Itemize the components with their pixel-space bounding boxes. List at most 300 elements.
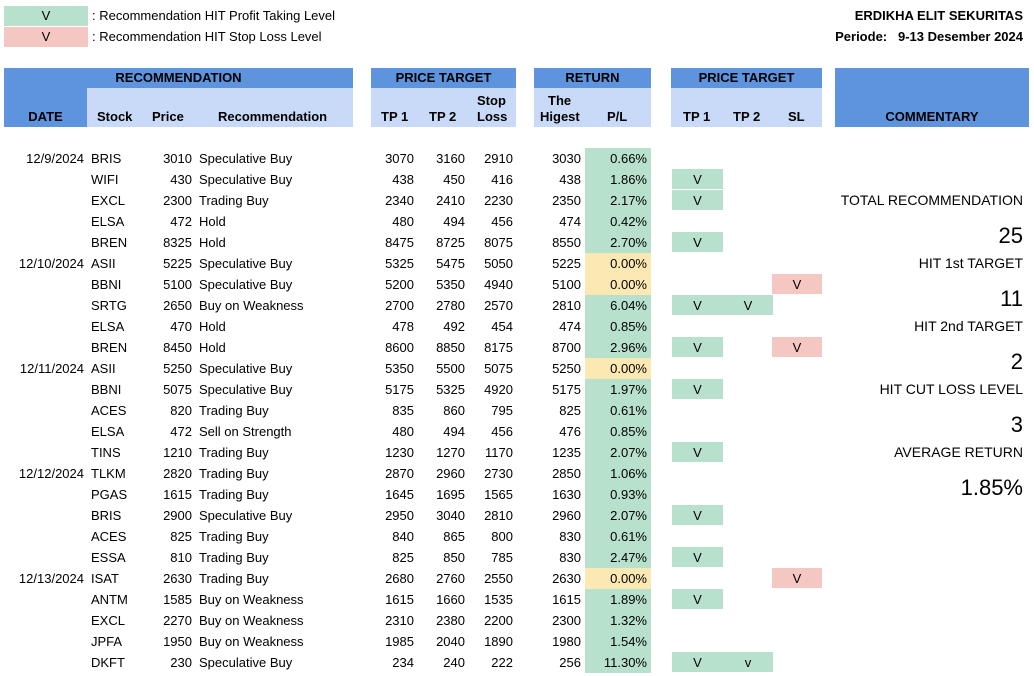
- date-cell: [4, 316, 84, 337]
- tp2-cell: 3040: [436, 508, 465, 523]
- tp2-cell: 3160: [436, 151, 465, 166]
- recommendation-cell: Speculative Buy: [199, 172, 293, 187]
- date-cell: [4, 442, 84, 463]
- hit-tp1-cell: [672, 211, 723, 232]
- recommendation-cell: Trading Buy: [199, 466, 269, 481]
- tp1-cell: 480: [392, 214, 414, 229]
- stop-loss-cell: 1565: [484, 487, 513, 502]
- tp1-cell: 2310: [385, 613, 414, 628]
- date-cell: [4, 211, 84, 232]
- date-cell: [4, 484, 84, 505]
- pl-cell: 0.42%: [585, 211, 651, 232]
- pl-cell: 2.07%: [585, 442, 651, 463]
- hit-sl-cell: [772, 358, 822, 379]
- recommendation-cell: Sell on Strength: [199, 424, 292, 439]
- tp1-cell: 438: [392, 172, 414, 187]
- stop-loss-cell: 222: [491, 655, 513, 670]
- pl-cell: 0.00%: [585, 568, 651, 589]
- date-cell: [4, 379, 84, 400]
- tp1-cell: 2870: [385, 466, 414, 481]
- tp2-cell: 5475: [436, 256, 465, 271]
- header-price: Price: [152, 109, 184, 124]
- highest-cell: 5250: [552, 361, 581, 376]
- pl-cell: 0.85%: [585, 421, 651, 442]
- stop-loss-cell: 5050: [484, 256, 513, 271]
- stop-loss-cell: 5075: [484, 361, 513, 376]
- stock-cell: ACES: [91, 529, 127, 544]
- hit-tp1-cell: V: [672, 442, 723, 462]
- tp2-cell: 5350: [436, 277, 465, 292]
- hit-sl-cell: [772, 211, 822, 232]
- header-highest-line1: The: [548, 93, 572, 108]
- stock-cell: BBNI: [91, 277, 122, 292]
- subheader-price-target-hit: [671, 88, 822, 127]
- tp2-cell: 1270: [436, 445, 465, 460]
- highest-cell: 1615: [552, 592, 581, 607]
- stop-loss-cell: 454: [491, 319, 513, 334]
- pl-cell: 0.61%: [585, 400, 651, 421]
- stop-loss-cell: 2810: [484, 508, 513, 523]
- highest-cell: 2300: [552, 613, 581, 628]
- hit-tp1-cell: [672, 148, 723, 169]
- tp2-cell: 5325: [436, 382, 465, 397]
- hit-sl-cell: V: [772, 568, 822, 588]
- pl-cell: 0.00%: [585, 358, 651, 379]
- highest-cell: 8550: [552, 235, 581, 250]
- recommendation-cell: Hold: [199, 319, 226, 334]
- recommendation-cell: Buy on Weakness: [199, 298, 304, 313]
- recommendation-cell: Speculative Buy: [199, 508, 293, 523]
- hit-tp2-cell: [723, 589, 773, 610]
- pl-cell: 1.89%: [585, 589, 651, 610]
- header-stop-loss-line1: Stop: [477, 93, 506, 108]
- header-commentary-top: [835, 68, 1029, 88]
- pl-cell: 1.97%: [585, 379, 651, 400]
- stock-cell: BREN: [91, 235, 128, 250]
- hit-tp2-cell: [723, 190, 773, 211]
- date-cell: [4, 169, 84, 190]
- pl-cell: 11.30%: [585, 652, 651, 673]
- stock-cell: ELSA: [91, 214, 125, 229]
- stock-cell: EXCL: [91, 193, 125, 208]
- stop-loss-cell: 2200: [484, 613, 513, 628]
- price-cell: 2300: [163, 193, 192, 208]
- stock-cell: ELSA: [91, 424, 125, 439]
- tp2-cell: 860: [443, 403, 465, 418]
- tp2-cell: 450: [443, 172, 465, 187]
- recommendation-cell: Speculative Buy: [199, 277, 293, 292]
- pl-cell: 6.04%: [585, 295, 651, 316]
- hit-tp1-cell: V: [672, 505, 723, 525]
- hit-tp1-cell: [672, 610, 723, 631]
- tp1-cell: 5200: [385, 277, 414, 292]
- price-cell: 820: [170, 403, 192, 418]
- highest-cell: 3030: [552, 151, 581, 166]
- price-cell: 8325: [163, 235, 192, 250]
- highest-cell: 5225: [552, 256, 581, 271]
- price-cell: 825: [170, 529, 192, 544]
- tp2-cell: 2760: [436, 571, 465, 586]
- date-cell: [4, 190, 84, 211]
- header-recommendation: RECOMMENDATION: [4, 68, 353, 88]
- stock-cell: ESSA: [91, 550, 126, 565]
- tp2-cell: 1660: [436, 592, 465, 607]
- hit-tp2-cell: [723, 232, 773, 253]
- hit-tp1-cell: V: [672, 295, 723, 315]
- header-price-target-hit: PRICE TARGET: [671, 68, 822, 88]
- recommendation-cell: Hold: [199, 214, 226, 229]
- price-cell: 472: [170, 214, 192, 229]
- stop-loss-cell: 456: [491, 424, 513, 439]
- highest-cell: 8700: [552, 340, 581, 355]
- hit-2nd-target-value: 2: [1010, 349, 1023, 374]
- hit-tp2-cell: [723, 316, 773, 337]
- recommendation-cell: Buy on Weakness: [199, 592, 304, 607]
- hit-sl-cell: [772, 169, 822, 190]
- tp1-cell: 478: [392, 319, 414, 334]
- tp2-cell: 492: [443, 319, 465, 334]
- header-date-label: DATE: [28, 109, 63, 124]
- pl-cell: 0.00%: [585, 253, 651, 274]
- highest-cell: 5100: [552, 277, 581, 292]
- stop-loss-cell: 416: [491, 172, 513, 187]
- hit-sl-cell: [772, 631, 822, 652]
- date-cell: [4, 526, 84, 547]
- pl-cell: 1.86%: [585, 169, 651, 190]
- pl-cell: 1.06%: [585, 463, 651, 484]
- total-recommendation-value: 25: [998, 223, 1023, 248]
- pl-cell: 0.61%: [585, 526, 651, 547]
- header-recommendation-col: Recommendation: [218, 109, 328, 124]
- hit-2nd-target-label: HIT 2nd TARGET: [914, 318, 1023, 334]
- hit-tp1-cell: [672, 484, 723, 505]
- date-cell: 12/10/2024: [18, 256, 84, 271]
- stop-loss-cell: 2910: [484, 151, 513, 166]
- hit-tp1-cell: [672, 316, 723, 337]
- hit-sl-cell: [772, 316, 822, 337]
- subheader-price-target: [371, 88, 516, 127]
- hit-sl-cell: [772, 652, 822, 673]
- date-cell: [4, 295, 84, 316]
- hit-sl-cell: V: [772, 274, 822, 294]
- legend-profit-swatch: V: [4, 6, 88, 26]
- header-stock: Stock: [97, 109, 133, 124]
- header-return: RETURN: [534, 68, 651, 88]
- hit-tp1-cell: V: [672, 547, 723, 567]
- tp1-cell: 825: [392, 550, 414, 565]
- hit-sl-cell: [772, 589, 822, 610]
- recommendation-cell: Trading Buy: [199, 550, 269, 565]
- price-cell: 430: [170, 172, 192, 187]
- pl-cell: 1.54%: [585, 631, 651, 652]
- header-tp1: TP 1: [381, 109, 409, 124]
- hit-tp2-cell: [723, 463, 773, 484]
- stock-cell: ACES: [91, 403, 127, 418]
- highest-cell: 474: [559, 319, 581, 334]
- header-date: [4, 88, 87, 127]
- hit-tp1-cell: [672, 421, 723, 442]
- price-cell: 2900: [163, 508, 192, 523]
- tp2-cell: 2410: [436, 193, 465, 208]
- company-name: ERDIKHA ELIT SEKURITAS: [854, 8, 1023, 23]
- date-cell: [4, 337, 84, 358]
- hit-tp1-cell: V: [672, 589, 723, 609]
- hit-tp2-cell: [723, 400, 773, 421]
- tp2-cell: 8850: [436, 340, 465, 355]
- total-recommendation-label: TOTAL RECOMMENDATION: [840, 192, 1023, 208]
- subheader-recommendation: [87, 88, 353, 127]
- pl-cell: 0.00%: [585, 274, 651, 295]
- hit-tp2-cell: [723, 148, 773, 169]
- recommendation-cell: Trading Buy: [199, 529, 269, 544]
- pl-cell: 0.66%: [585, 148, 651, 169]
- tp1-cell: 5350: [385, 361, 414, 376]
- recommendation-cell: Buy on Weakness: [199, 634, 304, 649]
- date-cell: [4, 589, 84, 610]
- header-stop-loss-line2: Loss: [477, 109, 508, 124]
- tp1-cell: 8475: [385, 235, 414, 250]
- header-pl: P/L: [607, 109, 628, 124]
- pl-cell: 2.07%: [585, 505, 651, 526]
- date-cell: [4, 547, 84, 568]
- recommendation-cell: Speculative Buy: [199, 655, 293, 670]
- stop-loss-cell: 1170: [485, 445, 513, 460]
- stock-cell: EXCL: [91, 613, 125, 628]
- stop-loss-cell: 1535: [484, 592, 513, 607]
- tp1-cell: 1615: [385, 592, 414, 607]
- hit-sl-cell: [772, 190, 822, 211]
- highest-cell: 476: [559, 424, 581, 439]
- hit-tp1-cell: [672, 400, 723, 421]
- date-cell: [4, 652, 84, 673]
- pl-cell: 2.47%: [585, 547, 651, 568]
- tp1-cell: 5175: [385, 382, 414, 397]
- tp1-cell: 2340: [385, 193, 414, 208]
- hit-tp2-cell: [723, 442, 773, 463]
- recommendation-cell: Trading Buy: [199, 193, 269, 208]
- hit-sl-cell: [772, 148, 822, 169]
- hit-sl-cell: [772, 547, 822, 568]
- legend-loss-text: : Recommendation HIT Stop Loss Level: [92, 29, 322, 44]
- price-cell: 5075: [163, 382, 192, 397]
- stock-cell: ANTM: [91, 592, 128, 607]
- stop-loss-cell: 800: [491, 529, 513, 544]
- price-cell: 472: [170, 424, 192, 439]
- date-cell: 12/9/2024: [26, 151, 84, 166]
- price-cell: 2270: [163, 613, 192, 628]
- stock-cell: ISAT: [91, 571, 119, 586]
- tp1-cell: 8600: [385, 340, 414, 355]
- stop-loss-cell: 795: [491, 403, 513, 418]
- hit-sl-cell: [772, 610, 822, 631]
- hit-tp1-cell: [672, 358, 723, 379]
- tp2-cell: 5500: [436, 361, 465, 376]
- stop-loss-cell: 785: [491, 550, 513, 565]
- stop-loss-cell: 2730: [484, 466, 513, 481]
- hit-tp1-cell: [672, 463, 723, 484]
- hit-tp1-cell: V: [672, 337, 723, 357]
- stock-cell: TINS: [91, 445, 121, 460]
- price-cell: 3010: [163, 151, 192, 166]
- price-cell: 1210: [163, 445, 192, 460]
- highest-cell: 1980: [552, 634, 581, 649]
- subheader-return: [534, 88, 651, 127]
- price-cell: 470: [170, 319, 192, 334]
- date-cell: [4, 631, 84, 652]
- recommendation-cell: Hold: [199, 235, 226, 250]
- hit-tp1-cell: [672, 568, 723, 589]
- hit-sl-cell: [772, 526, 822, 547]
- hit-tp2-cell: [723, 253, 773, 274]
- hit-1st-target-label: HIT 1st TARGET: [918, 255, 1023, 271]
- tp1-cell: 2950: [385, 508, 414, 523]
- tp1-cell: 835: [392, 403, 414, 418]
- date-cell: 12/11/2024: [19, 361, 84, 376]
- stock-cell: BRIS: [91, 151, 122, 166]
- tp2-cell: 2040: [436, 634, 465, 649]
- price-cell: 2630: [163, 571, 192, 586]
- pl-cell: 2.70%: [585, 232, 651, 253]
- hit-sl-cell: [772, 442, 822, 463]
- price-cell: 8450: [163, 340, 192, 355]
- highest-cell: 1235: [552, 445, 581, 460]
- tp1-cell: 5325: [385, 256, 414, 271]
- tp2-cell: 2380: [436, 613, 465, 628]
- recommendation-cell: Speculative Buy: [199, 256, 293, 271]
- hit-sl-cell: [772, 463, 822, 484]
- date-cell: [4, 400, 84, 421]
- hit-tp2-cell: [723, 610, 773, 631]
- hit-tp1-cell: V: [672, 232, 723, 252]
- highest-cell: 2850: [552, 466, 581, 481]
- tp2-cell: 865: [443, 529, 465, 544]
- pl-cell: 0.85%: [585, 316, 651, 337]
- recommendation-cell: Speculative Buy: [199, 382, 293, 397]
- hit-tp1-cell: [672, 253, 723, 274]
- price-cell: 5250: [163, 361, 192, 376]
- hit-tp2-cell: [723, 505, 773, 526]
- pl-cell: 0.93%: [585, 484, 651, 505]
- hit-tp2-cell: v: [723, 652, 773, 672]
- stock-cell: ASII: [91, 256, 116, 271]
- hit-tp2-cell: [723, 526, 773, 547]
- stop-loss-cell: 456: [491, 214, 513, 229]
- hit-tp1-cell: V: [672, 379, 723, 399]
- date-cell: [4, 274, 84, 295]
- highest-cell: 830: [559, 529, 581, 544]
- tp2-cell: 240: [443, 655, 465, 670]
- tp1-cell: 2680: [385, 571, 414, 586]
- hit-tp2-cell: [723, 169, 773, 190]
- hit-tp2-cell: [723, 211, 773, 232]
- stock-cell: SRTG: [91, 298, 127, 313]
- stock-cell: BRIS: [91, 508, 122, 523]
- stop-loss-cell: 8075: [484, 235, 513, 250]
- tp2-cell: 2780: [436, 298, 465, 313]
- highest-cell: 2810: [552, 298, 581, 313]
- header-tp2: TP 2: [429, 109, 457, 124]
- highest-cell: 474: [559, 214, 581, 229]
- price-cell: 810: [170, 550, 192, 565]
- stock-cell: ELSA: [91, 319, 125, 334]
- highest-cell: 1630: [552, 487, 581, 502]
- tp1-cell: 1230: [385, 445, 414, 460]
- hit-tp1-cell: V: [672, 169, 723, 189]
- price-cell: 2650: [163, 298, 192, 313]
- hit-sl-cell: V: [772, 337, 822, 357]
- hit-sl-cell: [772, 253, 822, 274]
- price-cell: 5100: [163, 277, 192, 292]
- tp1-cell: 234: [392, 655, 414, 670]
- highest-cell: 825: [559, 403, 581, 418]
- header-price-target: PRICE TARGET: [371, 68, 516, 88]
- header-hit-tp2: TP 2: [733, 109, 761, 124]
- hit-tp2-cell: [723, 568, 773, 589]
- hit-tp1-cell: [672, 274, 723, 295]
- hit-tp2-cell: [723, 484, 773, 505]
- recommendation-cell: Speculative Buy: [199, 151, 293, 166]
- hit-tp1-cell: V: [672, 652, 723, 672]
- stop-loss-cell: 2230: [484, 193, 513, 208]
- highest-cell: 830: [559, 550, 581, 565]
- date-cell: 12/12/2024: [18, 466, 84, 481]
- hit-tp2-cell: [723, 421, 773, 442]
- stock-cell: BREN: [91, 340, 128, 355]
- highest-cell: 5175: [552, 382, 581, 397]
- hit-tp2-cell: [723, 547, 773, 568]
- hit-cut-loss-label: HIT CUT LOSS LEVEL: [879, 381, 1023, 397]
- hit-sl-cell: [772, 421, 822, 442]
- date-cell: [4, 610, 84, 631]
- report-period: Periode: 9-13 Desember 2024: [835, 29, 1023, 44]
- recommendation-cell: Hold: [199, 340, 226, 355]
- tp1-cell: 840: [392, 529, 414, 544]
- header-commentary: [835, 88, 1029, 127]
- average-return-label: AVERAGE RETURN: [894, 444, 1023, 460]
- price-cell: 2820: [163, 466, 192, 481]
- tp1-cell: 2700: [385, 298, 414, 313]
- recommendation-cell: Trading Buy: [199, 445, 269, 460]
- price-cell: 1615: [163, 487, 192, 502]
- price-cell: 1950: [163, 634, 192, 649]
- stock-cell: TLKM: [91, 466, 126, 481]
- stop-loss-cell: 4920: [484, 382, 513, 397]
- hit-sl-cell: [772, 295, 822, 316]
- date-cell: [4, 232, 84, 253]
- tp2-cell: 494: [443, 214, 465, 229]
- tp2-cell: 1695: [436, 487, 465, 502]
- legend-loss-swatch: V: [4, 27, 88, 47]
- tp2-cell: 850: [443, 550, 465, 565]
- highest-cell: 2350: [552, 193, 581, 208]
- stock-cell: ASII: [91, 361, 116, 376]
- stop-loss-cell: 8175: [484, 340, 513, 355]
- hit-tp2-cell: [723, 358, 773, 379]
- hit-tp1-cell: [672, 631, 723, 652]
- price-cell: 230: [170, 655, 192, 670]
- date-cell: [4, 505, 84, 526]
- stock-cell: BBNI: [91, 382, 122, 397]
- hit-sl-cell: [772, 484, 822, 505]
- hit-tp1-cell: [672, 526, 723, 547]
- stop-loss-cell: 2570: [484, 298, 513, 313]
- pl-cell: 1.32%: [585, 610, 651, 631]
- stop-loss-cell: 2550: [484, 571, 513, 586]
- header-hit-tp1: TP 1: [683, 109, 711, 124]
- hit-1st-target-value: 11: [1000, 286, 1023, 311]
- recommendation-cell: Speculative Buy: [199, 361, 293, 376]
- highest-cell: 256: [559, 655, 581, 670]
